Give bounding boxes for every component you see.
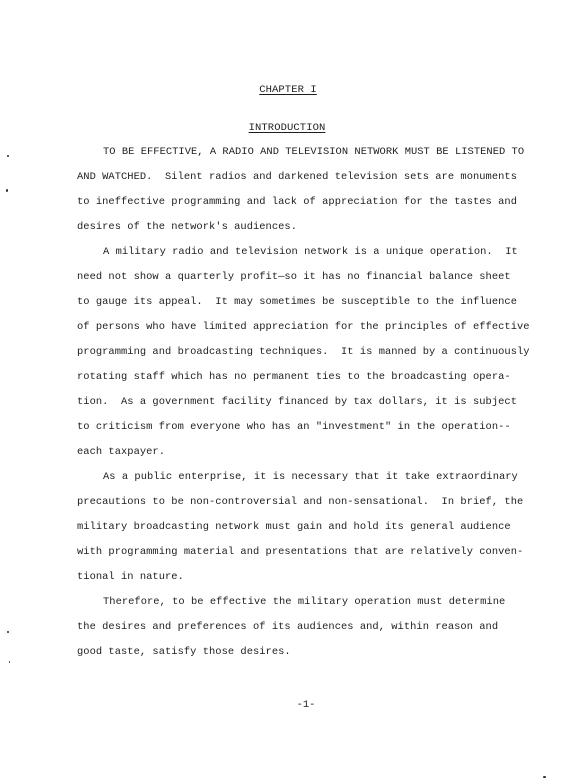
chapter-heading: CHAPTER I	[259, 84, 317, 96]
body-line: need not show a quarterly profit—so it has no financial balance sheet	[77, 271, 511, 283]
body-line: TO BE EFFECTIVE, A RADIO AND TELEVISION NETWORK MUST BE LISTENED TO	[103, 146, 525, 158]
body-line: each taxpayer.	[77, 446, 165, 458]
body-line: AND WATCHED. Silent radios and darkened television sets are monuments	[77, 171, 517, 183]
body-line: to ineffective programming and lack of appreciation for the tastes and	[77, 196, 517, 208]
scan-speck	[7, 155, 9, 157]
scan-speck	[7, 631, 9, 633]
body-line: to gauge its appeal. It may sometimes be susceptible to the influence	[77, 296, 517, 308]
body-line: with programming material and presentations that are relatively conven-	[77, 546, 524, 558]
page-number: -1-	[296, 699, 316, 711]
body-line: of persons who have limited appreciation for the principles of effective	[77, 321, 530, 333]
section-heading: INTRODUCTION	[248, 122, 326, 134]
body-line: A military radio and television network is a unique operation. It	[103, 246, 518, 258]
body-line: Therefore, to be effective the military operation must determine	[103, 596, 506, 608]
body-line: precautions to be non-controversial and non-sensational. In brief, the	[77, 496, 524, 508]
body-line: tional in nature.	[77, 571, 184, 583]
body-line: to criticism from everyone who has an "investment" in the operation--	[77, 421, 511, 433]
body-line: desires of the network's audiences.	[77, 221, 297, 233]
body-line: the desires and preferences of its audiences and, within reason and	[77, 621, 499, 633]
scan-speck	[543, 776, 546, 778]
body-line: military broadcasting network must gain and hold its general audience	[77, 521, 511, 533]
body-line: tion. As a government facility financed by tax dollars, it is subject	[77, 396, 517, 408]
scan-speck	[9, 661, 10, 663]
body-line: programming and broadcasting techniques. It is manned by a continuously	[77, 346, 530, 358]
body-line: rotating staff which has no permanent ties to the broadcasting opera-	[77, 371, 511, 383]
body-line: good taste, satisfy those desires.	[77, 646, 291, 658]
scan-speck	[6, 189, 8, 192]
body-line: As a public enterprise, it is necessary that it take extraordinary	[103, 471, 518, 483]
